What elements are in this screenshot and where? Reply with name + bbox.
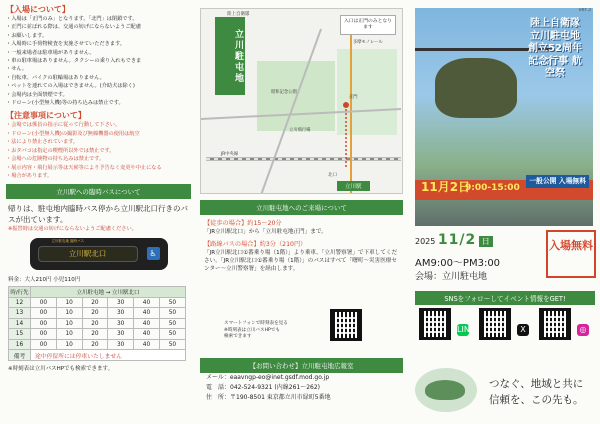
list-item: ・ せん。 [6, 65, 191, 73]
list-item: ・ 法により禁止されています。 [6, 138, 191, 146]
event-time: AM9:00〜PM3:00 [415, 258, 501, 269]
table-row [9, 297, 186, 308]
caution-list [6, 121, 191, 180]
poster-time: 9:00-15:00 [465, 183, 520, 193]
entry-list [6, 15, 191, 107]
list-item: ・ 展示内容・飛行展示等は天候等により予告なく変更や中止になる [6, 164, 191, 172]
list-item: ・ 場合があります。 [6, 172, 191, 180]
poster-entry: 一般公開 入場無料 [526, 175, 589, 188]
table-minute-cell: 10 [56, 318, 82, 329]
access-map [200, 8, 403, 194]
contact-band: 【お問い合わせ】立川駐屯地広報室 [200, 358, 403, 373]
event-month-day: 11/2 [437, 232, 477, 248]
table-minute-cell: 00 [31, 297, 57, 308]
list-item: ・ 自転車、バイクの駐輪場はありません。 [6, 74, 191, 82]
list-item: ・ 入場時に手荷物検査を実施させていただきます。 [6, 40, 191, 48]
bus-timetable [8, 286, 186, 361]
table-body [9, 297, 186, 350]
table-hour-cell: 16 [9, 339, 31, 350]
access-section [200, 200, 403, 273]
table-minute-cell: 10 [56, 329, 82, 340]
table-minute-cell: 40 [134, 329, 160, 340]
table-minute-cell: 30 [108, 308, 134, 319]
sns-band: SNSをフォローしてイベント情報をGET! [415, 291, 595, 305]
entry-title: 【入場について】 [6, 5, 70, 14]
table-minute-cell: 50 [159, 318, 185, 329]
bus-text: 帰りは、駐屯地内臨時バス停から立川駅北口行きのバスが出ています。 [8, 204, 188, 225]
list-item: ・ ペットを連れての入場はできません。(介助犬は除く) [6, 82, 191, 90]
map-entrance-note: 入口は正門のみとなります [340, 15, 396, 35]
helicopter-mascot-icon [415, 368, 477, 412]
led-destination: 立川駅北口 [38, 246, 138, 262]
table-minute-cell: 30 [108, 297, 134, 308]
poster-date: 11月2日 [421, 180, 471, 194]
walk-body: 「JR立川駅北口」から「立川駐屯地正門」まで。 [204, 229, 327, 235]
x-qr-code[interactable] [479, 308, 511, 340]
list-item: ・ ドローン(小型無人機)の撮影及び無線機器の使用は航空 [6, 130, 191, 138]
walk-heading: 【徒歩の場合】約15〜20分 [204, 220, 282, 227]
contact-mail[interactable]: メール：eaavngp-eo@inet.gsdf.mod.go.jp [206, 374, 330, 381]
instagram-qr-code[interactable] [539, 308, 571, 340]
list-item: ・ 車の駐車場はありません。タクシーの乗り入れもできま [6, 57, 191, 65]
middle-panel [200, 0, 403, 424]
table-minute-cell: 10 [56, 297, 82, 308]
table-minute-cell: 50 [159, 339, 185, 350]
map-label-gate: 正門 [349, 95, 358, 100]
table-minute-cell: 00 [31, 308, 57, 319]
map-subtitle: 陸上自衛隊 [227, 12, 250, 17]
bus-band: 立川駅への臨時バスについて [6, 184, 191, 199]
qr-section [200, 305, 403, 355]
list-item: ・ おタバコは指定の喫煙所以外では禁止です。 [6, 147, 191, 155]
event-date [415, 232, 535, 248]
gate-marker [343, 102, 349, 108]
table-header-cell: 時/行先 [9, 287, 31, 298]
qr-note [224, 321, 288, 341]
instagram-icon[interactable]: ◎ [577, 324, 589, 336]
event-venue: 会場：立川駐屯地 [415, 272, 488, 282]
table-minute-cell: 20 [82, 329, 108, 340]
table-hour-cell: 15 [9, 329, 31, 340]
table-minute-cell: 10 [56, 339, 82, 350]
table-minute-cell: 00 [31, 339, 57, 350]
bus-heading: 【路線バスの場合】約3分（210円） [204, 241, 307, 248]
event-year: 2025 [415, 237, 436, 246]
table-minute-cell: 30 [108, 329, 134, 340]
left-panel [0, 0, 197, 424]
map-label-station: 立川駅 [337, 181, 370, 191]
bus-led-sign [30, 238, 168, 270]
table-row [9, 339, 186, 350]
table-minute-cell: 40 [134, 318, 160, 329]
event-poster [415, 8, 593, 226]
table-row [9, 329, 186, 340]
table-hour-cell: 14 [9, 318, 31, 329]
map-label-park: 昭和記念公園 [271, 90, 297, 95]
table-minute-cell: 30 [108, 339, 134, 350]
wheelchair-icon: ♿ [147, 247, 160, 260]
list-item: ・ 正門に並ばれる際は、交通の妨げにならないようご配慮 [6, 23, 191, 31]
table-minute-cell: 50 [159, 297, 185, 308]
timetable-qr-code[interactable] [330, 309, 362, 341]
map-label-north-exit: 北口 [328, 173, 337, 178]
helicopter-body [425, 380, 465, 400]
access-band: 立川駐屯地へのご来場について [200, 200, 403, 215]
map-label-monorail: 多摩モノレール [353, 40, 383, 45]
remark-text: 途中停留所には停車いたしません [31, 350, 186, 361]
table-minute-cell: 50 [159, 308, 185, 319]
line-qr-code[interactable] [419, 308, 451, 340]
table-minute-cell: 10 [56, 308, 82, 319]
table-minute-cell: 40 [134, 308, 160, 319]
list-item: ・ 会場内は全面禁煙です。 [6, 91, 191, 99]
caution-title: 【注意事項について】 [6, 111, 86, 121]
list-item: ・ 会場では係員の指示に従って行動して下さい。 [6, 121, 191, 129]
table-minute-cell: 50 [159, 329, 185, 340]
list-item: ・ お願いします。 [6, 32, 191, 40]
table-remark-row [9, 350, 186, 361]
map-label-airport: 立川飛行場 [289, 128, 311, 133]
slogan [489, 376, 584, 408]
contact-address: 住 所：〒190-8501 東京都立川市緑町5番地 [206, 394, 331, 401]
list-item: ・ ドローン(小型無人機)等の持ち込みは禁止です。 [6, 99, 191, 107]
qr-note-line: スマートフォンで時刻表を見る [224, 321, 288, 326]
contact-section [200, 358, 403, 403]
table-minute-cell: 20 [82, 297, 108, 308]
fare-text: 料金：大人210円 小児110円 [8, 277, 81, 284]
list-item: ・ 一般来場者は駐車場がありません。 [6, 49, 191, 57]
free-entry-badge: 入場無料 [546, 230, 596, 278]
table-minute-cell: 20 [82, 318, 108, 329]
remark-label: 備考 [9, 350, 31, 361]
table-minute-cell: 00 [31, 329, 57, 340]
table-minute-cell: 40 [134, 297, 160, 308]
contact-tel[interactable]: 電 話：042-524-9321 (内線261〜262) [206, 384, 320, 391]
table-minute-cell: 40 [134, 339, 160, 350]
slogan-line: つなぐ、地域と共に [489, 378, 584, 390]
map-title: 立川駐屯地 [215, 17, 245, 95]
slogan-line: 信頼を、この先も。 [489, 394, 584, 406]
map-label-jr: JR中央線 [221, 152, 239, 157]
line-icon[interactable]: LINE [457, 325, 475, 334]
table-minute-cell: 20 [82, 308, 108, 319]
led-small-text: 立川駐屯地 臨時バス [51, 239, 85, 244]
table-row [9, 318, 186, 329]
poster-title: 陸上自衛隊 立川駐屯地 創立52周年記念行事 航空祭 [528, 18, 582, 79]
table-minute-cell: 20 [82, 339, 108, 350]
table-minute-cell: 30 [108, 318, 134, 329]
table-row [9, 308, 186, 319]
bus-note: ※振替時は交通の妨げにならないようご配慮ください。 [8, 226, 137, 233]
bus-body: 「JR立川駅北口①番乗り場（1階）」より乗車、「立川警察署」で下車してください。「JR立川駅北口①番乗り場（1階）」のバスはすべて「曙町〜災害医療センター〜立川警察署」を経由します。 [204, 250, 398, 272]
x-icon[interactable]: X [517, 324, 529, 336]
table-hour-cell: 12 [9, 297, 31, 308]
right-panel [405, 0, 600, 424]
event-weekday: 日 [479, 236, 493, 247]
table-header-cell: 立川駐屯地 → 立川駅北口 [31, 287, 186, 298]
qr-note-line: ※時刻表は立川バスHPでも [224, 327, 281, 333]
helicopter-image [435, 58, 517, 118]
table-header-row [9, 287, 186, 298]
table-hour-cell: 13 [9, 308, 31, 319]
table-minute-cell: 00 [31, 318, 57, 329]
list-item: ・ 会場への危険物の持ち込みは禁止です。 [6, 155, 191, 163]
timetable-footnote: ※時刻表は立川バスHPでも検索できます。 [8, 365, 114, 372]
qr-note-line: 検索できます [224, 334, 252, 339]
version-label: ver.3 [578, 8, 591, 13]
list-item: ・ 入場は「正門のみ」となります。「北門」は閉鎖です。 [6, 15, 191, 23]
